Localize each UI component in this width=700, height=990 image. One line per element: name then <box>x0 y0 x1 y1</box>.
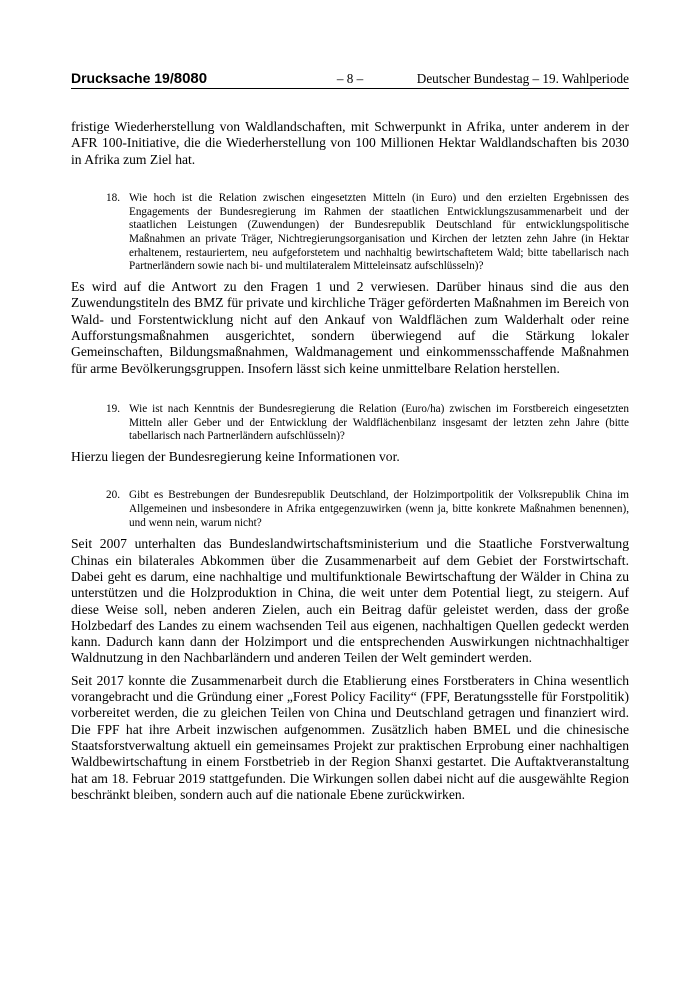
page-header <box>71 68 629 89</box>
question-text: Gibt es Bestrebungen der Bundesrepublik Deutschland, der Holzimportpolitik der Volksrepublik China im Allgemeinen und insbesondere in Afrika entgegenzuwirken (wenn ja, bitte konkrete Maßnahmen benennen), und wenn nein, warum nicht? <box>129 489 629 529</box>
question-19 <box>106 403 629 444</box>
intro-paragraph: fristige Wiederherstellung von Waldlandschaften, mit Schwerpunkt in Afrika, unter anderem in der AFR 100-Initiative, die die Wiederherstellung von 100 Millionen Hektar Waldlandschaften bis 2030 in Afrika zum Ziel hat. <box>71 119 629 167</box>
answer-19: Hierzu liegen der Bundesregierung keine Informationen vor. <box>71 449 400 464</box>
document-number: Drucksache 19/8080 <box>71 70 208 87</box>
question-number: 20. <box>106 489 120 502</box>
question-number: 19. <box>106 402 120 415</box>
answer-20-paragraph-2: Seit 2017 konnte die Zusammenarbeit durch die Etablierung eines Forstberaters in China wesentlich vorangebracht und die Gründung einer „Forest Policy Facility“ (FPF, Beratungsstelle für Forstpolitik) vorbereitet werden, die zu gleichen Teilen von China und Deutschland getragen und finanziert wird. Die FPF hat ihre Arbeit inzwischen aufgenommen. Zusätzlich haben BMEL und die chinesische Staatsforstverwaltung aktuell ein gemeinsames Projekt zur praktischen Erprobung einer nachhaltigen Waldbewirtschaftung in einem Forstbetrieb in der Region Shanxi gestartet. Die Auftaktveranstaltung hat am 18. Februar 2019 stattgefunden. Die Wirkungen sollen dabei nicht auf die ausgewählte Region beschränkt bleiben, sondern auch auf die nationale Ebene zurückwirken. <box>71 672 629 802</box>
answer-20-paragraph-1: Seit 2007 unterhalten das Bundeslandwirtschaftsministerium und die Staatliche Forstverwaltung Chinas ein bilaterales Abkommen über die Zusammenarbeit auf dem Gebiet der Forstwirtschaft. Dabei geht es darum, eine nachhaltige und multifunktionale Bewirtschaftung der Wälder in China zu unterstützen und die Holzproduktion in China, die weit unter dem Potential liegt, zu steigern. Auf diese Weise soll, neben anderen Zielen, auch ein Beitrag dafür geleistet werden, dass der große Holzbedarf des Landes zu einem wachsenden Teil aus eigenen, nachhaltigen Quellen gedeckt werden kann. Dadurch kann dann der Holzimport und die entsprechenden Auswirkungen nichtnachhaltiger Waldnutzung in den Nachbarländern und anderen Teilen der Welt gemindert werden. <box>71 536 629 666</box>
document-page <box>71 68 629 803</box>
page-number: – 8 – <box>336 71 364 86</box>
question-20 <box>106 489 629 530</box>
question-number: 18. <box>106 191 120 204</box>
answer-18: Es wird auf die Antwort zu den Fragen 1 und 2 verwiesen. Darüber hinaus sind die aus den Zuwendungstiteln des BMZ für private und kirchliche Träger geförderten Maßnahmen im Bereich von Wald- und Forstentwicklung nicht auf den Ankauf von Waldflächen zum Walderhalt oder reine Aufforstungsmaßnahmen ausgerichtet, sondern überwiegend auf die Stärkung lokaler Gemeinschaften, Bildungsmaßnahmen, Waldmanagement und einkommensschaffende Maßnahmen für arme Bevölkerungsgruppen. Insofern lässt sich keine unmittelbare Relation herstellen. <box>71 279 629 376</box>
question-text: Wie hoch ist die Relation zwischen eingesetzten Mitteln (in Euro) und den erzielten Ergebnissen des Engagements der Bundesregierung im Rahmen der staatlichen Entwicklungszusammenarbeit und der staatlichen Leistungen (Zuwendungen) der Bundesrepublik Deutschland für entwicklungspolitische Maßnahmen an private Träger, Nichtregierungsorganisation und Kirchen der letzten zehn Jahre (in Hektar erhaltenem, restauriertem, neu aufgeforstetem und nachhaltig bewirtschaftetem Wald; bitte tabellarisch nach Partnerländern sowie nach bi- und multilateralem Mitteleinsatz aufschlüsseln)? <box>129 191 629 273</box>
question-text: Wie ist nach Kenntnis der Bundesregierung die Relation (Euro/ha) zwischen im Forstbereich eingesetzten Mitteln aller Geber und der Entwicklung der Waldflächenbilanz insgesamt der letzten zehn Jahre (bitte tabellarisch nach Partnerländern aufschlüsseln)? <box>129 402 629 443</box>
publisher: Deutscher Bundestag – 19. Wahlperiode <box>416 71 629 86</box>
question-18 <box>106 192 629 274</box>
